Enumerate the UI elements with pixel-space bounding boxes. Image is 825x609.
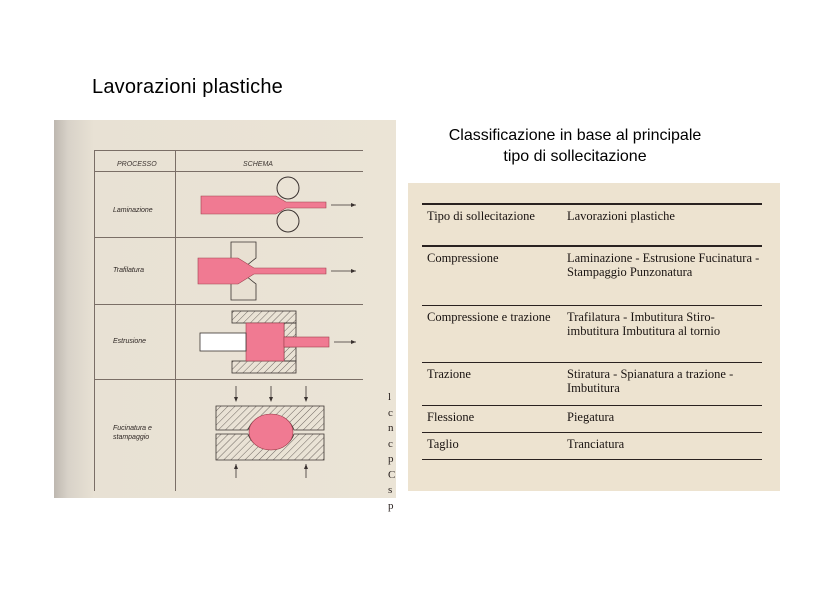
classification-row: [422, 363, 762, 406]
process-table-header: [95, 151, 363, 172]
process-label: Trafilatura: [113, 267, 144, 274]
process-list: Piegatura: [567, 410, 615, 424]
process-row-fucinatura: [95, 380, 363, 491]
stress-type: Taglio: [427, 437, 459, 451]
process-list: Tranciatura: [567, 437, 625, 451]
subtitle-line-2: tipo di sollecitazione: [503, 148, 647, 165]
process-column-header: PROCESSO: [117, 161, 157, 168]
schema-column-header: SCHEMA: [243, 161, 273, 168]
process-column-header: Lavorazioni plastiche: [567, 209, 675, 223]
subtitle-line-1: Classificazione in base al principale: [448, 127, 702, 144]
process-label: Estrusione: [113, 338, 147, 345]
stress-type: Compressione e trazione: [427, 310, 551, 324]
type-column-header: Tipo di sollecitazione: [427, 209, 535, 223]
cropped-text-edge: l c n c p C s p: [388, 391, 396, 512]
slide-subtitle: [430, 125, 720, 167]
process-table: [94, 150, 363, 491]
classification-table: [422, 205, 762, 460]
classification-row: [422, 306, 762, 363]
process-row-laminazione: [95, 172, 363, 238]
process-label: Laminazione: [113, 207, 153, 214]
forging-schematic: [176, 380, 362, 491]
process-row-trafilatura: [95, 238, 363, 305]
drawing-schematic: [176, 238, 362, 304]
classification-row: [422, 406, 762, 433]
process-schema-scan: [54, 120, 396, 512]
classification-row: [422, 433, 762, 460]
classification-header-row: [422, 205, 762, 247]
process-list: Stiratura - Spianatura a trazione - Imbutitura: [567, 367, 734, 395]
process-row-estrusione: [95, 305, 363, 380]
process-list: Trafilatura - Imbutitura Stiro-imbutitura Imbutitura al tornio: [567, 310, 721, 338]
page-title: Lavorazioni plastiche: [92, 76, 283, 98]
process-list: Laminazione - Estrusione Fucinatura - Stampaggio Punzonatura: [567, 251, 760, 279]
classification-row: [422, 247, 762, 306]
extrusion-schematic: [176, 305, 362, 379]
stress-type: Flessione: [427, 410, 475, 424]
process-label: Fucinatura e stampaggio: [113, 425, 152, 441]
rolling-schematic: [176, 172, 362, 237]
stress-type: Compressione: [427, 251, 499, 265]
stress-type: Trazione: [427, 367, 471, 381]
classification-scan: [408, 183, 780, 491]
